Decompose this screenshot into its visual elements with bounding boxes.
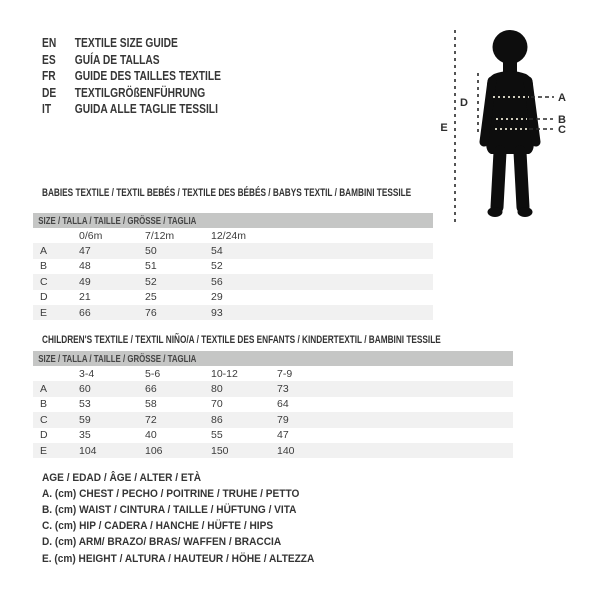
- column-header: 7-9: [277, 367, 293, 380]
- cell-value: 76: [145, 306, 157, 319]
- cell-value: 49: [79, 275, 91, 288]
- lang-code: DE: [42, 85, 57, 100]
- legend-age-line: AGE / EDAD / ÂGE / ALTER / ETÀ: [42, 472, 202, 485]
- table-row: [33, 243, 433, 258]
- cell-value: 79: [277, 413, 289, 426]
- cell-value: 86: [211, 413, 223, 426]
- table-row: [33, 443, 513, 458]
- cell-value: 55: [211, 429, 223, 442]
- marker-label-c: C: [558, 124, 566, 136]
- row-label: B: [40, 398, 48, 411]
- children-size-table: [33, 351, 513, 458]
- lang-label: GUÍA DE TALLAS: [74, 52, 160, 67]
- cell-value: 50: [145, 245, 157, 258]
- table-row: [33, 274, 433, 289]
- cell-value: 53: [79, 398, 91, 411]
- cell-value: 47: [277, 429, 289, 442]
- children-section-title: CHILDREN'S TEXTILE / TEXTIL NIÑO/A / TEXTILE DES ENFANTS / KINDERTEXTIL / BAMBINI TESSILE: [42, 334, 441, 346]
- marker-label-e: E: [440, 122, 448, 134]
- column-header: 3-4: [79, 367, 95, 380]
- children-size-header-bar: [33, 351, 513, 366]
- row-label: A: [40, 383, 48, 396]
- cell-value: 25: [145, 291, 157, 304]
- cell-value: 54: [211, 245, 223, 258]
- lang-row-fr: [42, 68, 221, 85]
- cell-value: 58: [145, 398, 157, 411]
- row-label: C: [40, 275, 48, 288]
- cell-value: 104: [79, 444, 97, 457]
- cell-value: 60: [79, 383, 91, 396]
- babies-column-header-row: [33, 228, 433, 243]
- marker-label-a: A: [558, 92, 566, 104]
- cell-value: 140: [277, 444, 295, 457]
- legend-waist-line: B. (cm) WAIST / CINTURA / TAILLE / HÜFTUNG / VITA: [42, 504, 297, 517]
- lang-label: TEXTILE SIZE GUIDE: [74, 36, 178, 51]
- cell-value: 51: [145, 260, 157, 273]
- lang-row-es: [42, 52, 221, 69]
- row-label: D: [40, 429, 48, 442]
- column-header: 5-6: [145, 367, 161, 380]
- column-header: 10-12: [211, 367, 238, 380]
- lang-code: FR: [42, 69, 56, 84]
- cell-value: 21: [79, 291, 91, 304]
- row-label: A: [40, 245, 48, 258]
- table-row: [33, 259, 433, 274]
- child-silhouette-icon: [484, 30, 536, 217]
- cell-value: 35: [79, 429, 91, 442]
- cell-value: 64: [277, 398, 289, 411]
- legend-height-line: E. (cm) HEIGHT / ALTURA / HAUTEUR / HÖHE / ALTEZZA: [42, 552, 315, 565]
- babies-size-header-bar: [33, 213, 433, 228]
- lang-row-en: [42, 35, 221, 52]
- cell-value: 70: [211, 398, 223, 411]
- cell-value: 29: [211, 291, 223, 304]
- table-row: [33, 290, 433, 305]
- cell-value: 47: [79, 245, 91, 258]
- marker-label-b: B: [558, 114, 566, 126]
- cell-value: 106: [145, 444, 163, 457]
- column-header: 7/12m: [145, 229, 175, 242]
- table-row: [33, 381, 513, 396]
- cell-value: 66: [145, 383, 157, 396]
- babies-section-title: BABIES TEXTILE / TEXTIL BEBÉS / TEXTILE DES BÉBÉS / BABYS TEXTIL / BAMBINI TESSILE: [42, 187, 412, 199]
- language-title-list: [42, 35, 221, 118]
- cell-value: 66: [79, 306, 91, 319]
- marker-label-d: D: [460, 97, 468, 109]
- legend-arm-line: D. (cm) ARM/ BRAZO/ BRAS/ WAFFEN / BRACCIA: [42, 536, 282, 549]
- lang-code: EN: [42, 36, 57, 51]
- row-label: E: [40, 306, 48, 319]
- cell-value: 59: [79, 413, 91, 426]
- lang-label: GUIDE DES TAILLES TEXTILE: [74, 69, 221, 84]
- lang-row-de: [42, 85, 221, 102]
- table-row: [33, 428, 513, 443]
- cell-value: 72: [145, 413, 157, 426]
- lang-row-it: [42, 101, 221, 118]
- babies-size-table: [33, 213, 433, 320]
- cell-value: 52: [145, 275, 157, 288]
- table-row: [33, 305, 433, 320]
- lang-label: TEXTILGRÖßENFÜHRUNG: [74, 85, 206, 100]
- column-header: 12/24m: [211, 229, 247, 242]
- row-label: D: [40, 291, 48, 304]
- children-column-header-row: [33, 366, 513, 381]
- table-row: [33, 397, 513, 412]
- cell-value: 40: [145, 429, 157, 442]
- measurement-legend: [42, 470, 338, 567]
- cell-value: 73: [277, 383, 289, 396]
- cell-value: 93: [211, 306, 223, 319]
- size-header-label: SIZE / TALLA / TAILLE / GRÖSSE / TAGLIA: [38, 214, 197, 227]
- lang-code: ES: [42, 52, 56, 67]
- table-row: [33, 412, 513, 427]
- size-header-label: SIZE / TALLA / TAILLE / GRÖSSE / TAGLIA: [38, 352, 197, 365]
- legend-hip-line: C. (cm) HIP / CADERA / HANCHE / HÜFTE / HIPS: [42, 520, 274, 533]
- cell-value: 150: [211, 444, 229, 457]
- legend-chest-line: A. (cm) CHEST / PECHO / POITRINE / TRUHE / PETTO: [42, 488, 300, 501]
- cell-value: 48: [79, 260, 91, 273]
- measurement-diagram: [430, 8, 600, 235]
- cell-value: 56: [211, 275, 223, 288]
- lang-code: IT: [42, 102, 52, 117]
- row-label: E: [40, 444, 48, 457]
- cell-value: 80: [211, 383, 223, 396]
- lang-label: GUIDA ALLE TAGLIE TESSILI: [74, 102, 218, 117]
- cell-value: 52: [211, 260, 223, 273]
- row-label: C: [40, 413, 48, 426]
- column-header: 0/6m: [79, 229, 103, 242]
- row-label: B: [40, 260, 48, 273]
